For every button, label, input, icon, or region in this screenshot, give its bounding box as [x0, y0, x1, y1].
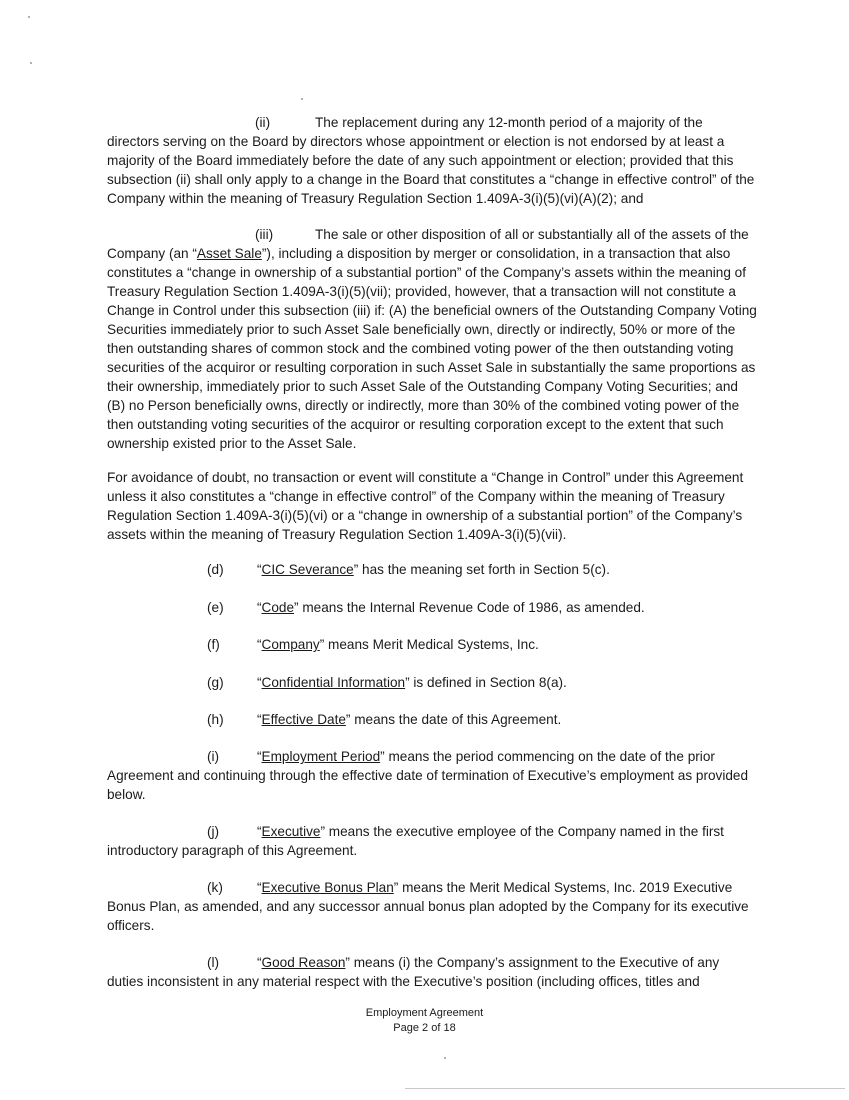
definition-number: (d)	[207, 562, 224, 577]
definition-text: ” has the meaning set forth in Section 5(c).	[353, 562, 610, 577]
scan-speck	[28, 16, 30, 18]
avoidance-paragraph: For avoidance of doubt, no transaction or event will constitute a “Change in Control” under this Agreement unless it also constitutes a “change in effective control” of the Company within the meaning of Treasury Regulation Section 1.409A-3(i)(5)(vi) or a “change in ownership of a substantial portion” of the Company’s assets within the meaning of Treasury Regulation Section 1.409A-3(i)(5)(vii).	[107, 470, 744, 542]
open-quote: “	[257, 955, 262, 970]
definition-e	[207, 598, 767, 617]
definition-number: (i)	[207, 749, 220, 764]
definition-text: ” means the period commencing on the date of the prior	[380, 749, 715, 764]
definition-l-first-line	[207, 953, 767, 972]
definition-j-continuation: introductory paragraph of this Agreement.	[107, 843, 358, 858]
definition-i-continuation: Agreement and continuing through the effective date of termination of Executive’s employment as provided below.	[107, 768, 749, 802]
paragraph-number: (iii)	[255, 227, 274, 242]
definition-number: (h)	[207, 712, 224, 727]
definition-l-continuation: duties inconsistent in any material respect with the Executive’s position (including offices, titles and	[107, 974, 700, 989]
defined-term: Employment Period	[261, 749, 381, 764]
definition-text: ” means the executive employee of the Company named in the first	[320, 824, 724, 839]
definition-text: ” means the Internal Revenue Code of 1986, as amended.	[294, 600, 645, 615]
definition-k-continuation: Bonus Plan, as amended, and any successor annual bonus plan adopted by the Company for its executive officers.	[107, 899, 749, 933]
open-quote: “	[257, 600, 262, 615]
paragraph-text: ”), including a disposition by merger or consolidation, in a transaction that also constitutes a “change in ownership of a substantial portion” of the Company’s assets within the meaning of Treasury Regulation Section 1.409A-3(i)(5)(vii); provided, however, that a transaction will not constitute a Change in Control under this subsection (iii) if: (A) the beneficial owners of the Outstanding Company Voting Securities immediately prior to such Asset Sale beneficially own, directly or indirectly, 50% or more of the then outstanding shares of common stock and the combined voting power of the then outstanding voting securities of the acquiror or resulting corporation in such Asset Sale in substantially the same proportions as their ownership, immediately prior to such Asset Sale of the Outstanding Company Voting Securities; and (B) no Person beneficially owns, directly or indirectly, more than 30% of the combined voting power of the then outstanding voting securities of the acquiror or resulting corporation except to the extent that such ownership existed prior to the Asset Sale.	[107, 246, 757, 451]
open-quote: “	[257, 880, 262, 895]
definition-j-first-line	[207, 822, 767, 841]
scan-speck	[301, 98, 303, 100]
defined-term: Good Reason	[261, 955, 346, 970]
definition-text: ” means the Merit Medical Systems, Inc. 2019 Executive	[393, 880, 733, 895]
definition-f	[207, 635, 767, 654]
definition-i-first-line	[207, 747, 767, 766]
definition-number: (j)	[207, 824, 220, 839]
defined-term: Company	[261, 637, 320, 652]
scan-speck	[30, 62, 32, 64]
definition-text: ” means the date of this Agreement.	[345, 712, 562, 727]
defined-term-asset-sale: Asset Sale	[196, 246, 262, 261]
scan-edge-line	[405, 1088, 845, 1089]
defined-term: Confidential Information	[261, 675, 406, 690]
definition-number: (g)	[207, 675, 224, 690]
definition-text: ” means Merit Medical Systems, Inc.	[319, 637, 539, 652]
definition-number: (l)	[207, 955, 220, 970]
scan-speck	[444, 1057, 446, 1059]
open-quote: “	[257, 712, 262, 727]
definition-text: ” means (i) the Company’s assignment to the Executive of any	[345, 955, 720, 970]
definition-number: (k)	[207, 880, 223, 895]
defined-term: Executive	[261, 824, 321, 839]
open-quote: “	[257, 637, 262, 652]
defined-term: CIC Severance	[261, 562, 354, 577]
paragraph-text: The replacement during any 12-month period of a majority of the directors serving on the Board by directors whose appointment or election is not endorsed by at least a majority of the Board immediately before the date of any such appointment or election; provided that this subsection (ii) shall only apply to a change in the Board that constitutes a “change in effective control” of the Company within the meaning of Treasury Regulation Section 1.409A-3(i)(5)(vi)(A)(2); and	[107, 115, 755, 206]
defined-term: Executive Bonus Plan	[261, 880, 394, 895]
definition-g	[207, 673, 767, 692]
open-quote: “	[257, 562, 262, 577]
footer-page-number: Page 2 of 18	[393, 1022, 456, 1034]
definition-number: (e)	[207, 600, 224, 615]
open-quote: “	[257, 824, 262, 839]
open-quote: “	[257, 675, 262, 690]
footer-title: Employment Agreement	[365, 1007, 484, 1019]
paragraph-number: (ii)	[255, 115, 271, 130]
definition-h	[207, 710, 767, 729]
paragraph-ii	[107, 113, 757, 208]
definition-text: ” is defined in Section 8(a).	[405, 675, 567, 690]
paragraph-iii	[107, 225, 757, 453]
definition-number: (f)	[207, 637, 220, 652]
defined-term: Code	[261, 600, 295, 615]
definition-k-first-line	[207, 878, 767, 897]
paragraph-text: The sale or other disposition of all or substantially all of the assets of the Company (an “	[107, 227, 749, 261]
definition-d	[207, 560, 767, 579]
open-quote: “	[257, 749, 262, 764]
defined-term: Effective Date	[261, 712, 346, 727]
